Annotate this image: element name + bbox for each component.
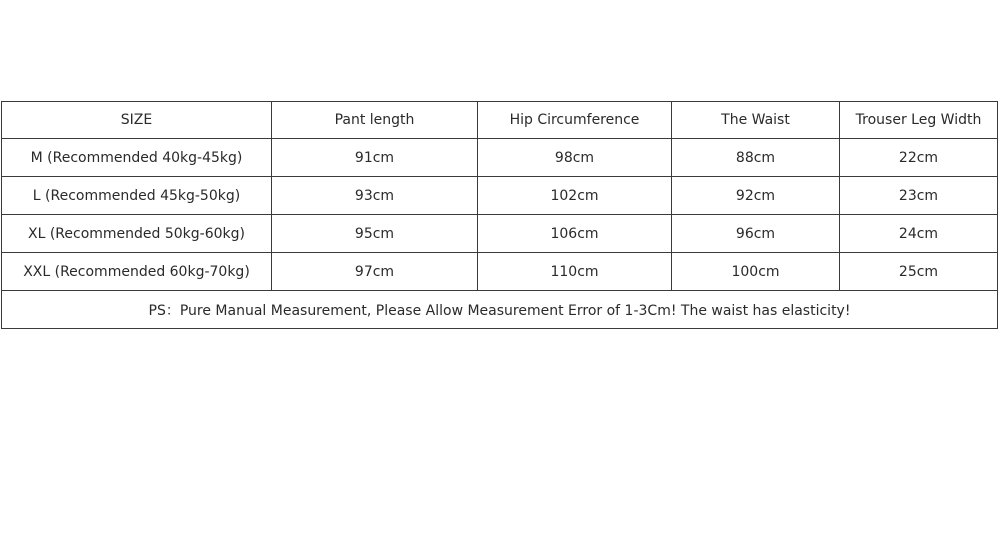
header-size: SIZE [2,102,272,139]
hip-cell: 106cm [478,215,672,253]
size-cell: XXL (Recommended 60kg-70kg) [2,253,272,291]
header-hip-circumference: Hip Circumference [478,102,672,139]
hip-cell: 98cm [478,139,672,177]
table-header-row [2,102,998,139]
header-pant-length: Pant length [272,102,478,139]
leg-width-cell: 22cm [840,139,998,177]
hip-cell: 110cm [478,253,672,291]
size-cell: M (Recommended 40kg-45kg) [2,139,272,177]
waist-cell: 92cm [672,177,840,215]
measurement-note: PS：Pure Manual Measurement, Please Allow Measurement Error of 1-3Cm! The waist has elasticity! [2,291,998,329]
hip-cell: 102cm [478,177,672,215]
pant-length-cell: 95cm [272,215,478,253]
table-row [2,177,998,215]
waist-cell: 96cm [672,215,840,253]
leg-width-cell: 25cm [840,253,998,291]
waist-cell: 88cm [672,139,840,177]
pant-length-cell: 91cm [272,139,478,177]
table-row [2,253,998,291]
size-chart-table [1,101,998,329]
size-cell: L (Recommended 45kg-50kg) [2,177,272,215]
size-cell: XL (Recommended 50kg-60kg) [2,215,272,253]
header-leg-width: Trouser Leg Width [840,102,998,139]
pant-length-cell: 97cm [272,253,478,291]
note-row [2,291,998,329]
leg-width-cell: 23cm [840,177,998,215]
header-waist: The Waist [672,102,840,139]
leg-width-cell: 24cm [840,215,998,253]
table-row [2,215,998,253]
waist-cell: 100cm [672,253,840,291]
table-row [2,139,998,177]
pant-length-cell: 93cm [272,177,478,215]
